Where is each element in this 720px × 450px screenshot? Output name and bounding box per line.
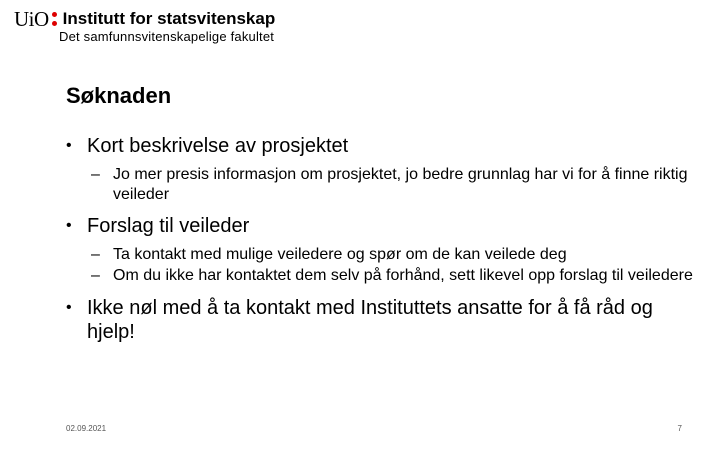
uio-colon-icon [52, 8, 57, 30]
dash-marker: – [91, 246, 100, 263]
logo-dot-icon [52, 12, 57, 17]
logo-dot-icon [52, 21, 57, 26]
bullet-group [66, 214, 696, 286]
bullet-marker: • [66, 299, 72, 316]
bullet-item [66, 134, 696, 158]
bullet-item [66, 214, 696, 238]
sub-bullet-list [66, 165, 696, 205]
footer-date: 02.09.2021 [66, 424, 107, 433]
sub-bullet-text: Jo mer presis informasjon om prosjektet, jo bedre grunnlag har vi for å finne riktig veileder [113, 166, 688, 203]
sub-bullet-text: Om du ikke har kontaktet dem selv på forhånd, sett likevel opp forslag til veiledere [113, 267, 693, 284]
sub-bullet-item [91, 245, 696, 265]
sub-bullet-list [66, 245, 696, 286]
uio-logo: UiO [14, 7, 49, 31]
bullet-text: Ikke nøl med å ta kontakt med Instituttets ansatte for å få råd og hjelp! [87, 297, 653, 343]
department-name: Institutt for statsvitenskap [62, 9, 276, 28]
page-number: 7 [677, 424, 682, 433]
sub-bullet-item [91, 266, 696, 286]
bullet-marker: • [66, 137, 72, 154]
dash-marker: – [91, 166, 100, 183]
slide-title: Søknaden [66, 83, 172, 108]
sub-bullet-text: Ta kontakt med mulige veiledere og spør om de kan veilede deg [113, 246, 567, 263]
dash-marker: – [91, 267, 100, 284]
faculty-name: Det samfunnsvitenskapelige fakultet [59, 29, 275, 44]
bullet-item [66, 296, 696, 344]
sub-bullet-item [91, 165, 696, 205]
bullet-group [66, 134, 696, 205]
bullet-text: Forslag til veileder [87, 215, 250, 237]
bullet-text: Kort beskrivelse av prosjektet [87, 135, 349, 157]
bullet-marker: • [66, 217, 72, 234]
logo-row [14, 8, 275, 30]
header [14, 8, 275, 48]
slide-content [66, 134, 696, 344]
bullet-group [66, 296, 696, 344]
